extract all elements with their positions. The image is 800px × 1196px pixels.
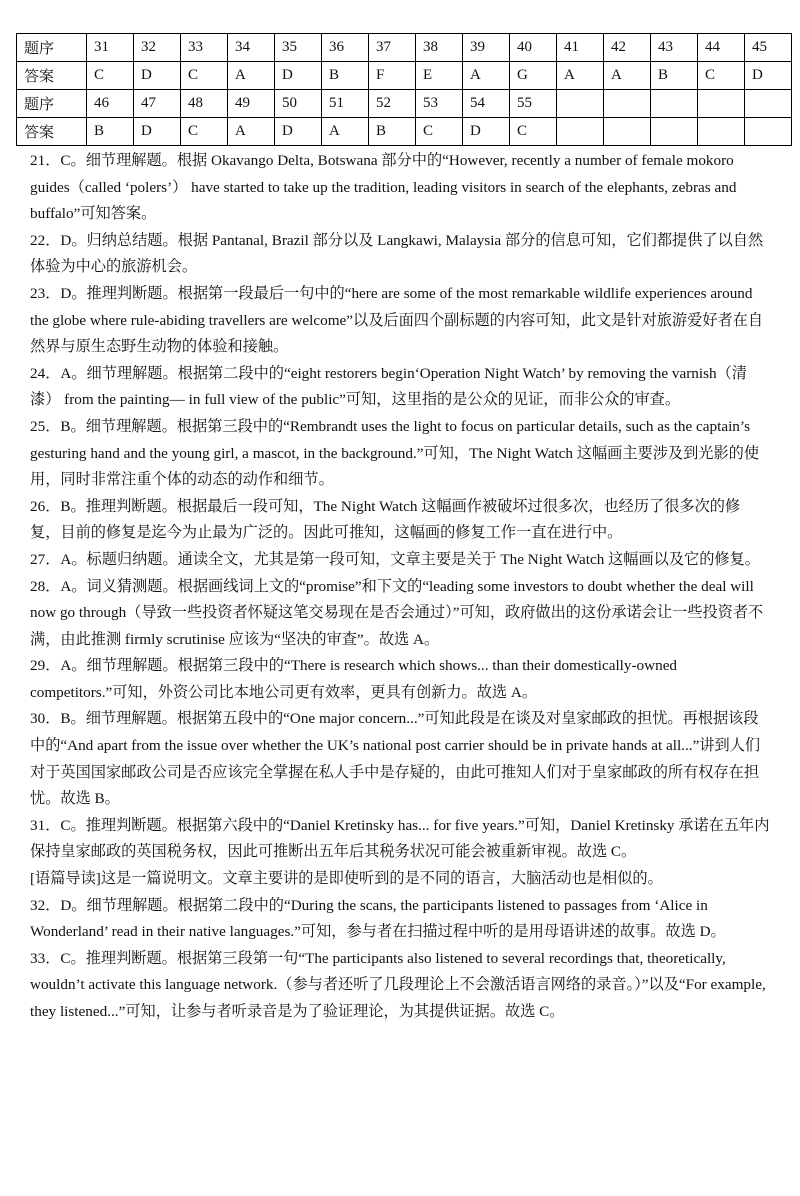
table-cell: 35 bbox=[275, 34, 322, 62]
table-cell: 54 bbox=[463, 90, 510, 118]
explanation-22: 22．D。归纳总结题。根据 Pantanal, Brazil 部分以及 Langkawi, Malaysia 部分的信息可知，它们都提供了以自然体验为中心的旅游机会。 bbox=[30, 231, 764, 276]
table-cell: 31 bbox=[87, 34, 134, 62]
table-cell: A bbox=[557, 62, 604, 90]
table-cell: D bbox=[463, 118, 510, 146]
table-cell: D bbox=[275, 62, 322, 90]
table-cell: 33 bbox=[181, 34, 228, 62]
table-cell: B bbox=[651, 62, 698, 90]
table-cell: A bbox=[463, 62, 510, 90]
table-cell: E bbox=[416, 62, 463, 90]
table-cell: 43 bbox=[651, 34, 698, 62]
table-cell: C bbox=[698, 62, 745, 90]
table-cell: G bbox=[510, 62, 557, 90]
table-cell bbox=[745, 90, 792, 118]
explanation-29: 29．A。细节理解题。根据第三段中的“There is research which shows... than their domestically-owned competitors.”可知，外资公司比本地公司更有效率，更具有创新力。故选 A。 bbox=[30, 657, 678, 701]
explanation-31: 31．C。推理判断题。根据第六段中的“Daniel Kretinsky has... for five years.”可知，Daniel Kretinsky 承诺在五年内保持皇家邮政的英国税务权，因此可推断出五年后其税务状况可能会被重新审视。故选 C。 bbox=[30, 816, 770, 861]
table-cell: B bbox=[369, 118, 416, 146]
reading-guide: [语篇导读]这是一篇说明文。文章主要讲的是即使听到的是不同的语言，大脑活动也是相似的。 bbox=[30, 870, 663, 888]
table-cell bbox=[651, 90, 698, 118]
answer-table-row bbox=[17, 118, 792, 146]
answer-table-row bbox=[17, 62, 792, 90]
table-cell: 50 bbox=[275, 90, 322, 118]
table-cell: A bbox=[228, 62, 275, 90]
table-cell: C bbox=[510, 118, 557, 146]
table-cell: 39 bbox=[463, 34, 510, 62]
table-cell bbox=[604, 90, 651, 118]
table-cell: 49 bbox=[228, 90, 275, 118]
table-cell: B bbox=[322, 62, 369, 90]
answer-table-row bbox=[17, 34, 792, 62]
table-cell: C bbox=[87, 62, 134, 90]
table-cell: 38 bbox=[416, 34, 463, 62]
explanation-25: 25．B。细节理解题。根据第三段中的“Rembrandt uses the light to focus on particular details, such as the captain’s gesturing hand and the young girl, a mascot, in the background.”可知，The Night Watch 这幅画主要涉及到光影的使用，同时非常注重个体的动态的动作和细节。 bbox=[30, 417, 760, 489]
answer-table bbox=[16, 33, 792, 146]
table-cell: A bbox=[604, 62, 651, 90]
table-cell bbox=[651, 118, 698, 146]
explanation-26: 26．B。推理判断题。根据最后一段可知，The Night Watch 这幅画作被破坏过很多次，也经历了很多次的修复，目前的修复是迄今为止最为广泛的。因此可推知，这幅画的修复工作一直在进行中。 bbox=[30, 497, 741, 542]
table-cell: C bbox=[181, 62, 228, 90]
table-cell: 55 bbox=[510, 90, 557, 118]
table-cell: 51 bbox=[322, 90, 369, 118]
table-cell bbox=[604, 118, 651, 146]
answer-table-body bbox=[17, 34, 792, 146]
explanation-23: 23．D。推理判断题。根据第一段最后一句中的“here are some of the most remarkable wildlife experiences around the globe where rule-abiding travellers are welcome”以及后面四个副标题的内容可知，此文是针对旅游爱好者在自然界与原生态野生动物的体验和接触。 bbox=[30, 284, 764, 356]
table-cell: 37 bbox=[369, 34, 416, 62]
table-cell: A bbox=[322, 118, 369, 146]
table-cell: 53 bbox=[416, 90, 463, 118]
table-cell: C bbox=[416, 118, 463, 146]
table-cell: 34 bbox=[228, 34, 275, 62]
table-cell: D bbox=[275, 118, 322, 146]
table-cell: 47 bbox=[134, 90, 181, 118]
explanation-24: 24．A。细节理解题。根据第二段中的“eight restorers begin‘Operation Night Watch’ by removing the varnish（清漆） from the painting— in full view of the public”可知，这里指的是公众的见证，而非公众的审查。 bbox=[30, 364, 747, 409]
table-cell bbox=[698, 118, 745, 146]
explanations bbox=[30, 148, 770, 1026]
explanation-33: 33．C。推理判断题。根据第三段第一句“The participants also listened to several recordings that, theoretically, wouldn’t activate this language network.（参与者还听了几段理论上不会激活语言网络的录音。）”以及“For example, they listened...”可知，让参与者听录音是为了验证理论，为其提供证据。故选 C。 bbox=[30, 949, 766, 1020]
table-cell: 46 bbox=[87, 90, 134, 118]
table-cell bbox=[698, 90, 745, 118]
table-cell: F bbox=[369, 62, 416, 90]
table-cell bbox=[745, 118, 792, 146]
row-label: 题序 bbox=[17, 90, 87, 118]
explanation-27: 27．A。标题归纳题。通读全文，尤其是第一段可知，文章主要是关于 The Night Watch 这幅画以及它的修复。 bbox=[30, 550, 760, 568]
explanation-30: 30．B。细节理解题。根据第五段中的“One major concern...”可知此段是在谈及对皇家邮政的担忧。再根据该段中的“And apart from the issue over whether the UK’s national post carrier should be in private hands at all...”讲到人们对于英国国家邮政公司是否应该完全掌握在私人手中是存疑的，由此可推知人们对于皇家邮政的所有权存在担忧。故选 B。 bbox=[30, 710, 761, 808]
table-cell: A bbox=[228, 118, 275, 146]
table-cell: 52 bbox=[369, 90, 416, 118]
table-cell: 48 bbox=[181, 90, 228, 118]
table-cell: B bbox=[87, 118, 134, 146]
table-cell: 41 bbox=[557, 34, 604, 62]
row-label: 答案 bbox=[17, 62, 87, 90]
answer-table-row bbox=[17, 90, 792, 118]
table-cell bbox=[557, 90, 604, 118]
table-cell: D bbox=[745, 62, 792, 90]
row-label: 答案 bbox=[17, 118, 87, 146]
explanation-28: 28．A。词义猜测题。根据画线词上文的“promise”和下文的“leading some investors to doubt whether the deal will now go through（导致一些投资者怀疑这笔交易现在是否会通过）”可知，政府做出的这份承诺会让一些投资者不满，由此推测 firmly scrutinise 应该为“坚决的审查”。故选 A。 bbox=[30, 577, 764, 648]
table-cell: 36 bbox=[322, 34, 369, 62]
explanation-32: 32．D。细节理解题。根据第二段中的“During the scans, the participants listened to passages from ‘Alice in Wonderland’ read in their native languages.”可知，参与者在扫描过程中听的是用母语讲述的故事。故选 D。 bbox=[30, 896, 726, 941]
table-cell: 44 bbox=[698, 34, 745, 62]
explanation-21: 21．C。细节理解题。根据 Okavango Delta, Botswana 部分中的“However, recently a number of female mokoro guides（called ‘polers’） have started to take up the tradition, leading visitors in search of the elephants, zebras and buffalo”可知答案。 bbox=[30, 152, 737, 223]
table-cell: C bbox=[181, 118, 228, 146]
table-cell: 45 bbox=[745, 34, 792, 62]
table-cell: 42 bbox=[604, 34, 651, 62]
table-cell bbox=[557, 118, 604, 146]
table-cell: 40 bbox=[510, 34, 557, 62]
table-cell: 32 bbox=[134, 34, 181, 62]
row-label: 题序 bbox=[17, 34, 87, 62]
table-cell: D bbox=[134, 62, 181, 90]
table-cell: D bbox=[134, 118, 181, 146]
